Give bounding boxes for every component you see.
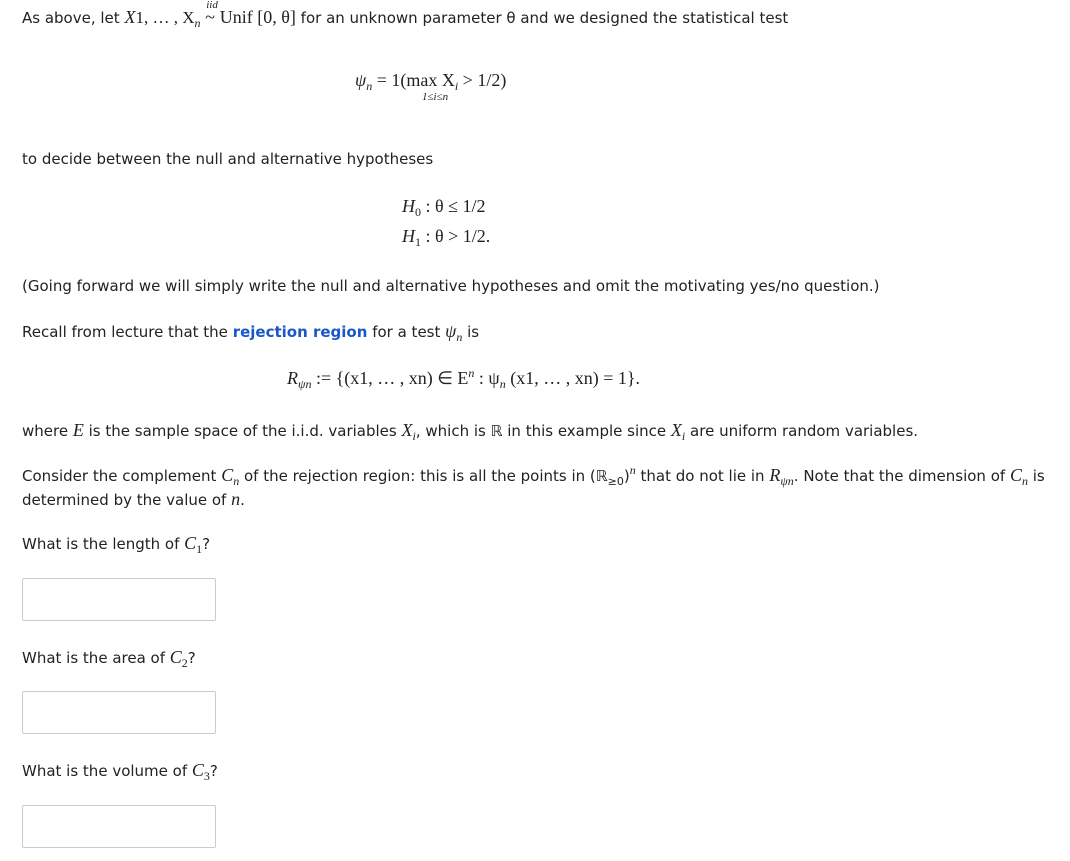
intro-line: As above, let X1, … , $X_n$ iid ~ Unif [0, θ] for an unknown parameter θ and we designed the statistical test	[22, 0, 789, 30]
alt-hypothesis: $H_1$ : θ > 1/2.	[402, 226, 491, 249]
null-hypothesis: $H_0$ : θ ≤ 1/2	[402, 196, 486, 219]
consider-line-1: Consider the complement $C_n$ of the rejection region: this is all the points in (ℝ$_{\ge 0}$)$^n$ that do not lie in $R_{\psi n}$. Note that the dimension of $C_n$ is	[22, 463, 1045, 488]
x-var: X	[124, 7, 136, 27]
answer-area-input[interactable]	[22, 691, 216, 734]
test-equation: $\psi_n = 1(\max$ $X_i > 1/2$)	[355, 70, 507, 93]
distribution: Unif [0, θ]	[219, 7, 296, 27]
question-length: What is the length of $C_1$?	[22, 533, 211, 556]
rejection-region-equation: $R_{\psi n}$ := {(x1, … , xn) ∈ $E^n$ : $\psi_n$ (x1, … , xn) = 1}.	[287, 366, 640, 391]
going-forward-text: (Going forward we will simply write the null and alternative hypotheses and omit the motivating yes/no question.)	[22, 277, 880, 295]
rejection-region-link[interactable]: rejection region	[232, 323, 368, 341]
answer-volume-input[interactable]	[22, 805, 216, 848]
question-volume: What is the volume of $C_3$?	[22, 760, 218, 783]
iid-symbol: iid ~	[205, 0, 218, 27]
answer-length-input[interactable]	[22, 578, 216, 621]
where-line: where E is the sample space of the i.i.d. variables $X_i$, which is ℝ in this example since $X_i$ are uniform random variables.	[22, 420, 919, 443]
consider-line-2: determined by the value of n.	[22, 489, 245, 509]
decide-text: to decide between the null and alternative hypotheses	[22, 150, 434, 168]
recall-line: Recall from lecture that the rejection region for a test $\psi_n$ is	[22, 321, 480, 344]
max-subscript: 1≤i≤n	[422, 91, 449, 103]
question-area: What is the area of $C_2$?	[22, 647, 196, 670]
